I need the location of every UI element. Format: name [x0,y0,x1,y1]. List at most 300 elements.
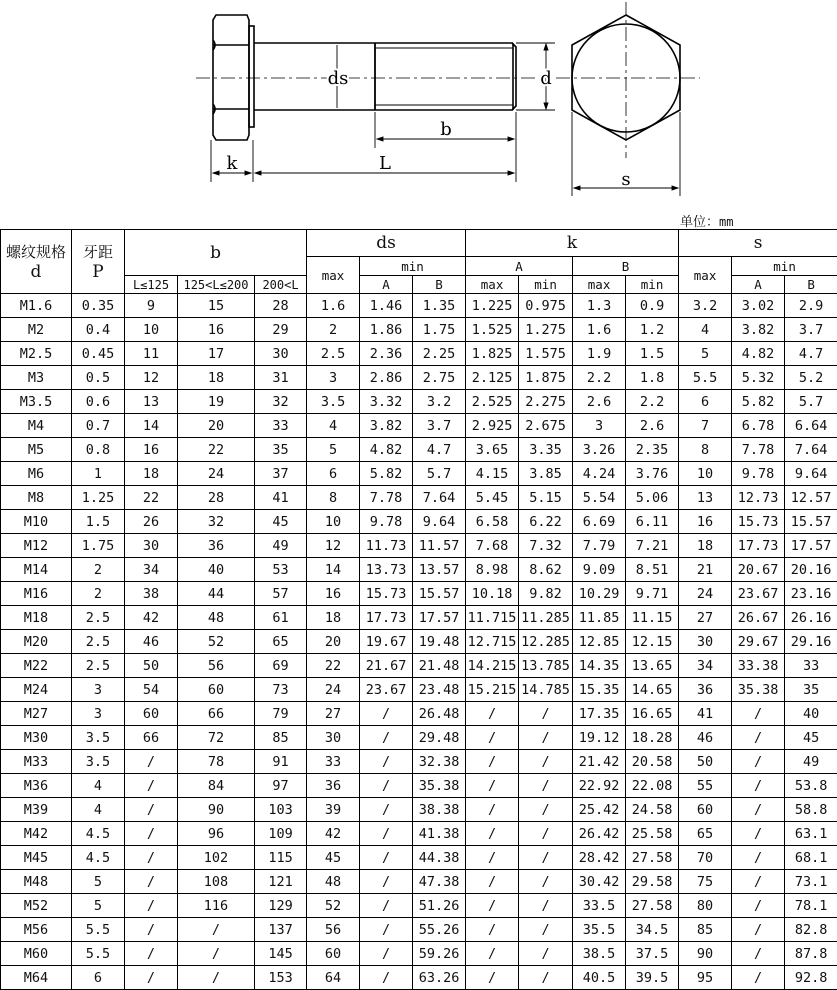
cell-thread-spec: M18 [1,606,72,630]
cell-k-a-min: 8.62 [519,558,573,582]
cell-b-l125: 12 [125,366,178,390]
cell-k-a-max: / [466,798,519,822]
table-row [1,582,837,606]
cell-s-min-b: 73.1 [785,870,837,894]
cell-pitch: 2 [72,582,125,606]
cell-b-l125: 16 [125,438,178,462]
cell-b-lover200: 73 [255,678,307,702]
cell-pitch: 2 [72,558,125,582]
cell-b-l200: 102 [178,846,255,870]
cell-s-min-b: 68.1 [785,846,837,870]
cell-pitch: 0.5 [72,366,125,390]
cell-b-l125: 14 [125,414,178,438]
cell-k-a-min: 7.32 [519,534,573,558]
cell-k-b-max: 2.2 [573,366,626,390]
header-s-min-a: A [732,276,785,294]
cell-b-l200: 90 [178,798,255,822]
header-k-grade-a: A [466,257,573,276]
cell-k-b-min: 13.65 [626,654,679,678]
cell-k-b-max: 21.42 [573,750,626,774]
cell-b-lover200: 115 [255,846,307,870]
cell-s-max: 8 [679,438,732,462]
header-ds-min-a: A [360,276,413,294]
cell-s-min-a: / [732,822,785,846]
unit-note [680,211,733,230]
cell-k-a-min: 13.785 [519,654,573,678]
cell-s-min-b: 40 [785,702,837,726]
cell-thread-spec: M30 [1,726,72,750]
header-thread-spec [1,230,72,294]
cell-k-b-min: 12.15 [626,630,679,654]
cell-ds-min-a: / [360,942,413,966]
cell-k-a-max: 1.525 [466,318,519,342]
cell-b-l200: 19 [178,390,255,414]
cell-k-a-min: / [519,726,573,750]
table-row [1,894,837,918]
cell-s-min-b: 15.57 [785,510,837,534]
cell-ds-min-a: 21.67 [360,654,413,678]
cell-ds-max: 48 [307,870,360,894]
cell-s-min-a: 5.32 [732,366,785,390]
cell-thread-spec: M8 [1,486,72,510]
cell-ds-min-b: 19.48 [413,630,466,654]
cell-k-a-max: / [466,702,519,726]
cell-k-b-min: 1.2 [626,318,679,342]
cell-ds-max: 20 [307,630,360,654]
cell-s-max: 65 [679,822,732,846]
cell-ds-min-b: 23.48 [413,678,466,702]
cell-b-lover200: 121 [255,870,307,894]
cell-b-lover200: 153 [255,966,307,990]
cell-b-l125: / [125,894,178,918]
cell-thread-spec: M52 [1,894,72,918]
cell-k-b-min: 24.58 [626,798,679,822]
cell-b-l200: 24 [178,462,255,486]
cell-ds-max: 22 [307,654,360,678]
cell-b-lover200: 97 [255,774,307,798]
cell-b-l200: 60 [178,678,255,702]
cell-ds-max: 36 [307,774,360,798]
cell-pitch: 2.5 [72,606,125,630]
cell-b-lover200: 35 [255,438,307,462]
cell-thread-spec: M33 [1,750,72,774]
cell-k-b-max: 22.92 [573,774,626,798]
cell-ds-min-b: 2.25 [413,342,466,366]
cell-ds-min-a: 7.78 [360,486,413,510]
cell-k-a-min: / [519,798,573,822]
cell-ds-max: 39 [307,798,360,822]
header-b: b [125,230,307,276]
cell-k-a-min: 0.975 [519,294,573,318]
header-ds-min: min [360,257,466,276]
cell-k-b-max: 3 [573,414,626,438]
cell-b-lover200: 103 [255,798,307,822]
header-k-a-min: min [519,276,573,294]
cell-b-lover200: 31 [255,366,307,390]
cell-b-l125: 42 [125,606,178,630]
cell-k-b-max: 28.42 [573,846,626,870]
cell-b-l125: 22 [125,486,178,510]
cell-pitch: 2.5 [72,654,125,678]
cell-b-lover200: 45 [255,510,307,534]
cell-ds-min-b: 17.57 [413,606,466,630]
cell-b-l200: 116 [178,894,255,918]
L-label: L [379,153,391,174]
cell-k-a-min: / [519,918,573,942]
cell-b-l200: 20 [178,414,255,438]
cell-k-b-max: 40.5 [573,966,626,990]
cell-ds-max: 2.5 [307,342,360,366]
table-row [1,726,837,750]
cell-pitch: 0.7 [72,414,125,438]
cell-k-b-min: 1.5 [626,342,679,366]
table-row [1,606,837,630]
k-label: k [226,153,238,174]
header-b-range-3: 200<L [255,276,307,294]
cell-k-a-max: / [466,750,519,774]
cell-s-min-a: 6.78 [732,414,785,438]
cell-pitch: 0.4 [72,318,125,342]
cell-k-a-min: 5.15 [519,486,573,510]
cell-k-a-max: / [466,774,519,798]
cell-k-a-max: 10.18 [466,582,519,606]
cell-k-a-min: / [519,702,573,726]
table-row [1,534,837,558]
cell-s-max: 95 [679,966,732,990]
cell-b-lover200: 30 [255,342,307,366]
cell-ds-min-b: 15.57 [413,582,466,606]
table-row [1,414,837,438]
cell-k-b-max: 5.54 [573,486,626,510]
cell-s-max: 21 [679,558,732,582]
cell-k-b-min: 16.65 [626,702,679,726]
cell-k-a-min: 6.22 [519,510,573,534]
cell-s-max: 7 [679,414,732,438]
cell-pitch: 4.5 [72,822,125,846]
cell-b-lover200: 61 [255,606,307,630]
cell-k-a-max: 1.225 [466,294,519,318]
cell-s-min-a: / [732,750,785,774]
cell-b-lover200: 32 [255,390,307,414]
cell-b-l200: 52 [178,630,255,654]
cell-s-min-a: 20.67 [732,558,785,582]
cell-b-l200: 96 [178,822,255,846]
cell-b-l125: 11 [125,342,178,366]
cell-ds-min-a: / [360,846,413,870]
cell-s-min-b: 92.8 [785,966,837,990]
cell-s-min-b: 82.8 [785,918,837,942]
cell-k-a-max: 2.525 [466,390,519,414]
cell-s-min-a: 4.82 [732,342,785,366]
cell-s-min-a: 35.38 [732,678,785,702]
cell-ds-max: 5 [307,438,360,462]
cell-ds-min-a: 5.82 [360,462,413,486]
cell-ds-min-a: / [360,966,413,990]
cell-k-b-max: 1.6 [573,318,626,342]
cell-b-lover200: 129 [255,894,307,918]
cell-k-a-min: 3.35 [519,438,573,462]
cell-k-a-max: / [466,846,519,870]
cell-thread-spec: M48 [1,870,72,894]
unit-label: 单位： [680,215,720,230]
cell-pitch: 5.5 [72,918,125,942]
cell-k-b-min: 22.08 [626,774,679,798]
cell-pitch: 2.5 [72,630,125,654]
cell-s-max: 50 [679,750,732,774]
cell-ds-max: 42 [307,822,360,846]
cell-k-a-min: 12.285 [519,630,573,654]
cell-ds-min-a: 3.82 [360,414,413,438]
cell-k-a-min: 2.675 [519,414,573,438]
cell-ds-min-b: 26.48 [413,702,466,726]
cell-thread-spec: M4 [1,414,72,438]
cell-b-l125: / [125,918,178,942]
cell-k-b-min: 27.58 [626,846,679,870]
cell-k-b-min: 5.06 [626,486,679,510]
cell-b-lover200: 137 [255,918,307,942]
cell-k-a-min: 9.82 [519,582,573,606]
cell-ds-min-a: 2.86 [360,366,413,390]
cell-s-min-a: 7.78 [732,438,785,462]
cell-b-l125: 34 [125,558,178,582]
cell-k-b-max: 3.26 [573,438,626,462]
cell-ds-min-b: 5.7 [413,462,466,486]
cell-b-lover200: 53 [255,558,307,582]
cell-ds-max: 3 [307,366,360,390]
cell-s-min-b: 26.16 [785,606,837,630]
cell-b-l125: 18 [125,462,178,486]
header-b-range-2: 125<L≤200 [178,276,255,294]
cell-s-min-a: / [732,918,785,942]
cell-pitch: 5 [72,870,125,894]
cell-b-l200: 28 [178,486,255,510]
cell-ds-max: 18 [307,606,360,630]
cell-ds-min-a: / [360,822,413,846]
cell-s-max: 3.2 [679,294,732,318]
cell-s-max: 6 [679,390,732,414]
cell-ds-min-b: 63.26 [413,966,466,990]
cell-s-min-a: / [732,942,785,966]
cell-s-max: 5.5 [679,366,732,390]
table-row [1,774,837,798]
cell-ds-min-a: 17.73 [360,606,413,630]
cell-ds-min-a: / [360,894,413,918]
unit-value: mm [719,215,734,229]
cell-ds-min-a: 4.82 [360,438,413,462]
cell-ds-max: 8 [307,486,360,510]
cell-ds-min-b: 44.38 [413,846,466,870]
cell-thread-spec: M42 [1,822,72,846]
cell-b-l200: / [178,966,255,990]
cell-ds-min-b: 11.57 [413,534,466,558]
cell-s-min-b: 4.7 [785,342,837,366]
cell-b-lover200: 28 [255,294,307,318]
table-row [1,294,837,318]
cell-k-a-min: 1.575 [519,342,573,366]
cell-k-b-min: 37.5 [626,942,679,966]
s-label: s [621,169,631,190]
cell-ds-min-b: 1.35 [413,294,466,318]
cell-k-b-max: 33.5 [573,894,626,918]
table-row [1,486,837,510]
cell-k-b-max: 7.79 [573,534,626,558]
table-row [1,438,837,462]
cell-b-lover200: 41 [255,486,307,510]
cell-s-min-a: 23.67 [732,582,785,606]
cell-b-lover200: 33 [255,414,307,438]
cell-k-a-max: 2.925 [466,414,519,438]
cell-b-l200: / [178,918,255,942]
cell-ds-min-b: 51.26 [413,894,466,918]
cell-s-min-b: 45 [785,726,837,750]
cell-s-max: 90 [679,942,732,966]
cell-ds-min-a: / [360,774,413,798]
cell-s-min-a: 3.82 [732,318,785,342]
cell-s-max: 30 [679,630,732,654]
cell-s-min-a: 3.02 [732,294,785,318]
cell-s-min-a: 15.73 [732,510,785,534]
cell-k-b-min: 20.58 [626,750,679,774]
cell-ds-max: 64 [307,966,360,990]
cell-thread-spec: M2.5 [1,342,72,366]
cell-s-min-a: / [732,846,785,870]
cell-s-max: 55 [679,774,732,798]
cell-s-min-b: 49 [785,750,837,774]
cell-b-l200: 16 [178,318,255,342]
cell-s-max: 13 [679,486,732,510]
cell-thread-spec: M1.6 [1,294,72,318]
cell-ds-max: 56 [307,918,360,942]
cell-k-b-max: 30.42 [573,870,626,894]
cell-pitch: 3.5 [72,750,125,774]
cell-k-a-min: 2.275 [519,390,573,414]
header-k-a-max: max [466,276,519,294]
cell-ds-min-a: 13.73 [360,558,413,582]
cell-s-min-b: 17.57 [785,534,837,558]
header-k-b-max: max [573,276,626,294]
cell-b-lover200: 37 [255,462,307,486]
cell-s-min-a: / [732,894,785,918]
cell-thread-spec: M45 [1,846,72,870]
cell-b-l200: 32 [178,510,255,534]
cell-s-min-b: 63.1 [785,822,837,846]
pitch-label: 牙距 [82,242,113,261]
cell-thread-spec: M5 [1,438,72,462]
table-row [1,558,837,582]
cell-b-lover200: 29 [255,318,307,342]
cell-k-a-max: / [466,918,519,942]
cell-ds-max: 10 [307,510,360,534]
cell-ds-max: 1.6 [307,294,360,318]
cell-ds-max: 45 [307,846,360,870]
table-row [1,846,837,870]
cell-ds-min-b: 21.48 [413,654,466,678]
cell-b-lover200: 49 [255,534,307,558]
cell-ds-max: 16 [307,582,360,606]
cell-ds-min-b: 2.75 [413,366,466,390]
cell-b-lover200: 109 [255,822,307,846]
cell-ds-max: 3.5 [307,390,360,414]
cell-k-b-min: 25.58 [626,822,679,846]
cell-s-max: 18 [679,534,732,558]
cell-k-b-min: 27.58 [626,894,679,918]
cell-ds-min-a: / [360,870,413,894]
cell-ds-min-a: 11.73 [360,534,413,558]
table-row [1,630,837,654]
cell-ds-min-a: / [360,750,413,774]
cell-b-l200: 48 [178,606,255,630]
cell-b-l200: / [178,942,255,966]
cell-k-a-max: 3.65 [466,438,519,462]
table-row [1,510,837,534]
cell-b-lover200: 145 [255,942,307,966]
cell-b-l125: 66 [125,726,178,750]
cell-k-a-max: 8.98 [466,558,519,582]
header-s-max: max [679,257,732,294]
table-row [1,942,837,966]
cell-ds-min-b: 3.2 [413,390,466,414]
cell-thread-spec: M10 [1,510,72,534]
cell-pitch: 1.75 [72,534,125,558]
cell-thread-spec: M14 [1,558,72,582]
header-ds-max: max [307,257,360,294]
cell-pitch: 1.25 [72,486,125,510]
header-k: k [466,230,679,257]
cell-ds-min-b: 3.7 [413,414,466,438]
cell-k-a-max: 14.215 [466,654,519,678]
cell-k-b-max: 26.42 [573,822,626,846]
cell-k-a-max: / [466,894,519,918]
cell-s-min-a: / [732,966,785,990]
cell-k-a-max: / [466,870,519,894]
cell-s-max: 41 [679,702,732,726]
header-ds-min-b: B [413,276,466,294]
cell-ds-min-a: / [360,798,413,822]
b-label: b [440,119,452,140]
cell-k-b-min: 0.9 [626,294,679,318]
cell-s-min-a: 26.67 [732,606,785,630]
cell-s-min-a: / [732,798,785,822]
cell-ds-min-b: 55.26 [413,918,466,942]
cell-s-min-a: 17.73 [732,534,785,558]
cell-k-a-min: / [519,846,573,870]
cell-s-max: 16 [679,510,732,534]
cell-s-min-a: 29.67 [732,630,785,654]
cell-b-l200: 15 [178,294,255,318]
cell-k-b-min: 9.71 [626,582,679,606]
cell-ds-max: 27 [307,702,360,726]
cell-k-a-min: / [519,822,573,846]
cell-ds-min-b: 4.7 [413,438,466,462]
cell-s-max: 34 [679,654,732,678]
cell-s-max: 80 [679,894,732,918]
cell-s-min-b: 87.8 [785,942,837,966]
cell-ds-min-a: / [360,702,413,726]
cell-b-l125: / [125,966,178,990]
cell-thread-spec: M60 [1,942,72,966]
cell-s-max: 60 [679,798,732,822]
cell-k-a-min: / [519,870,573,894]
thread-spec-label: 螺纹规格 [5,242,66,261]
cell-k-b-max: 2.6 [573,390,626,414]
cell-pitch: 3 [72,702,125,726]
cell-k-a-max: / [466,966,519,990]
cell-k-a-max: 7.68 [466,534,519,558]
cell-k-b-min: 14.65 [626,678,679,702]
cell-k-a-max: 5.45 [466,486,519,510]
cell-s-max: 27 [679,606,732,630]
cell-k-b-min: 11.15 [626,606,679,630]
